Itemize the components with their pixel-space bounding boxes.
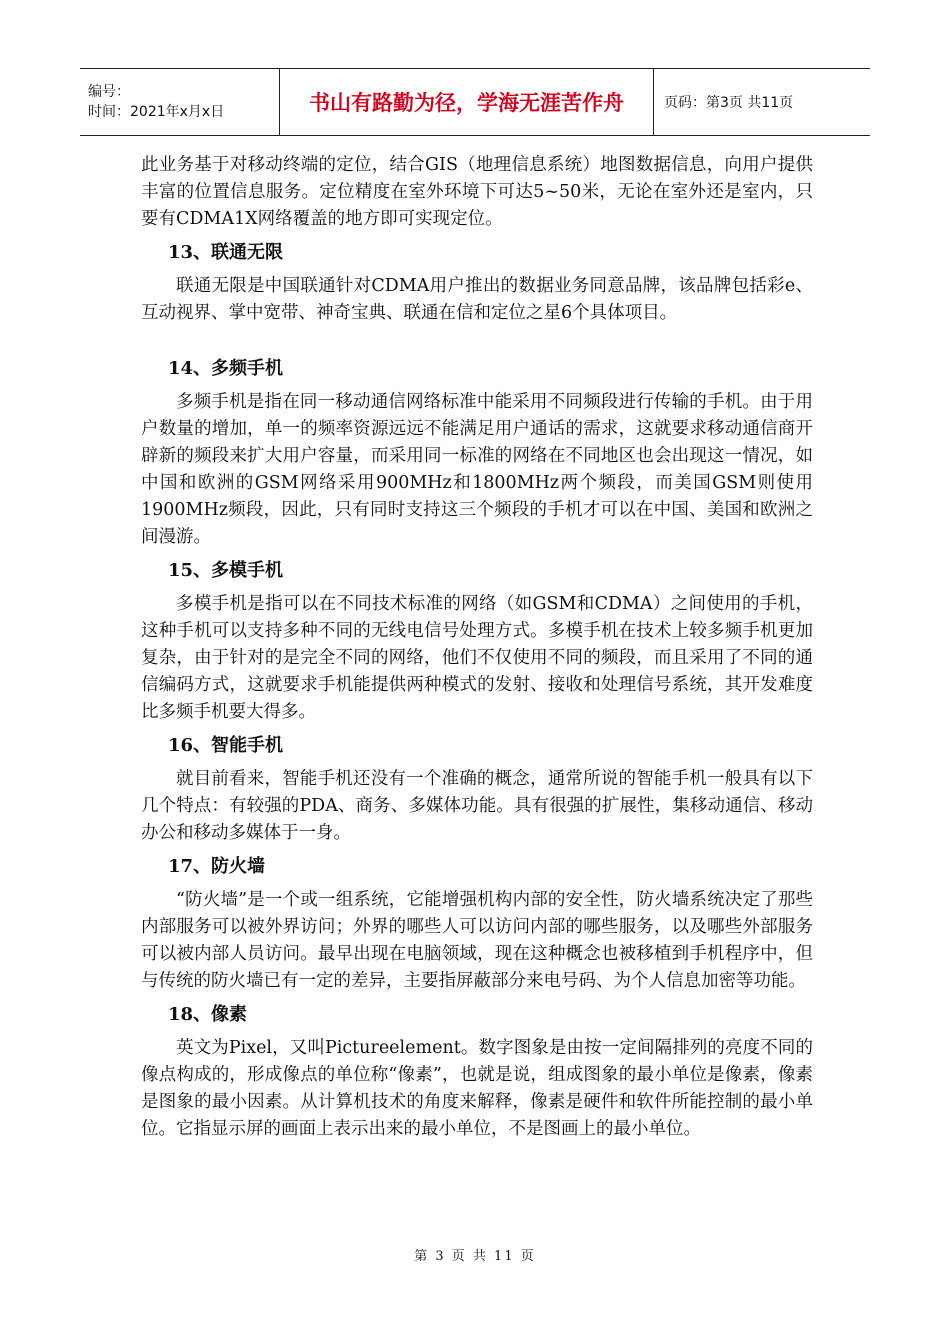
section-title: 14、多频手机 (168, 358, 284, 379)
header-meta (80, 69, 280, 135)
section-body: 英文为Pixel，又叫Pictureelement。数字图象是由按一定间隔排列的亮度不同的像点构成的，形成像点的单位称“像素”，也就是说，组成图象的最小单位是像素，像素是图象的最小因素。从计算机技术的角度来解释，像素是硬件和软件所能控制的最小单位。它指显示屏的画面上表示出来的最小单位，不是图画上的最小单位。 (141, 1038, 813, 1139)
section-body: 多频手机是指在同一移动通信网络标准中能采用不同频段进行传输的手机。由于用户数量的增加，单一的频率资源远远不能满足用户通话的需求，这就要求移动通信商开辟新的频段来扩大用户容量，而采用同一标准的网络在不同地区也会出现这一情况，如中国和欧洲的GSM网络采用900MHz和1800MHz两个频段，而美国GSM则使用1900MHz频段，因此，只有同时支持这三个频段的手机才可以在中国、美国和欧洲之间漫游。 (141, 392, 813, 547)
section-body: “防火墙”是一个或一组系统，它能增强机构内部的安全性，防火墙系统决定了那些内部服务可以被外界访问；外界的哪些人可以访问内部的哪些服务，以及哪些外部服务可以被内部人员访问。最早出现在电脑领域，现在这种概念也被移植到手机程序中，但与传统的防火墙已有一定的差异，主要指屏蔽部分来电号码、为个人信息加密等功能。 (141, 890, 813, 991)
document-body (141, 152, 813, 1143)
page-header (80, 68, 870, 136)
section-title: 18、像素 (168, 1004, 248, 1025)
page-footer: 第 3 页 共 11 页 (414, 1249, 536, 1264)
section-body: 多模手机是指可以在不同技术标准的网络（如GSM和CDMA）之间使用的手机，这种手机可以支持多种不同的无线电信号处理方式。多模手机在技术上较多频手机更加复杂，由于针对的是完全不同的网络，他们不仅使用不同的频段，而且采用了不同的通信编码方式，这就要求手机能提供两种模式的发射、接收和处理信号系统，其开发难度比多频手机要大得多。 (141, 594, 813, 722)
section-body: 联通无限是中国联通针对CDMA用户推出的数据业务同意品牌，该品牌包括彩e、互动视界、掌中宽带、神奇宝典、联通在信和定位之星6个具体项目。 (141, 276, 813, 323)
header-motto: 书山有路勤为径，学海无涯苦作舟 (309, 91, 624, 115)
section-title: 15、多模手机 (168, 560, 284, 581)
section-body: 就目前看来，智能手机还没有一个准确的概念，通常所说的智能手机一般具有以下几个特点：有较强的PDA、商务、多媒体功能。具有很强的扩展性，集移动通信、移动办公和移动多媒体于一身。 (141, 769, 813, 843)
section-title: 16、智能手机 (168, 735, 284, 756)
header-page-info: 页码：第3页 共11页 (664, 95, 794, 111)
section-title: 17、防火墙 (168, 856, 266, 877)
document-number-label: 编号： (88, 84, 130, 100)
document-date: 时间：2021年x月x日 (88, 104, 225, 120)
intro-paragraph: 此业务基于对移动终端的定位，结合GIS（地理信息系统）地图数据信息，向用户提供丰富的位置信息服务。定位精度在室外环境下可达5~50米，无论在室外还是室内，只要有CDMA1X网络覆盖的地方即可实现定位。 (141, 155, 813, 229)
header-motto-cell (280, 69, 654, 135)
section-title: 13、联通无限 (168, 242, 284, 263)
